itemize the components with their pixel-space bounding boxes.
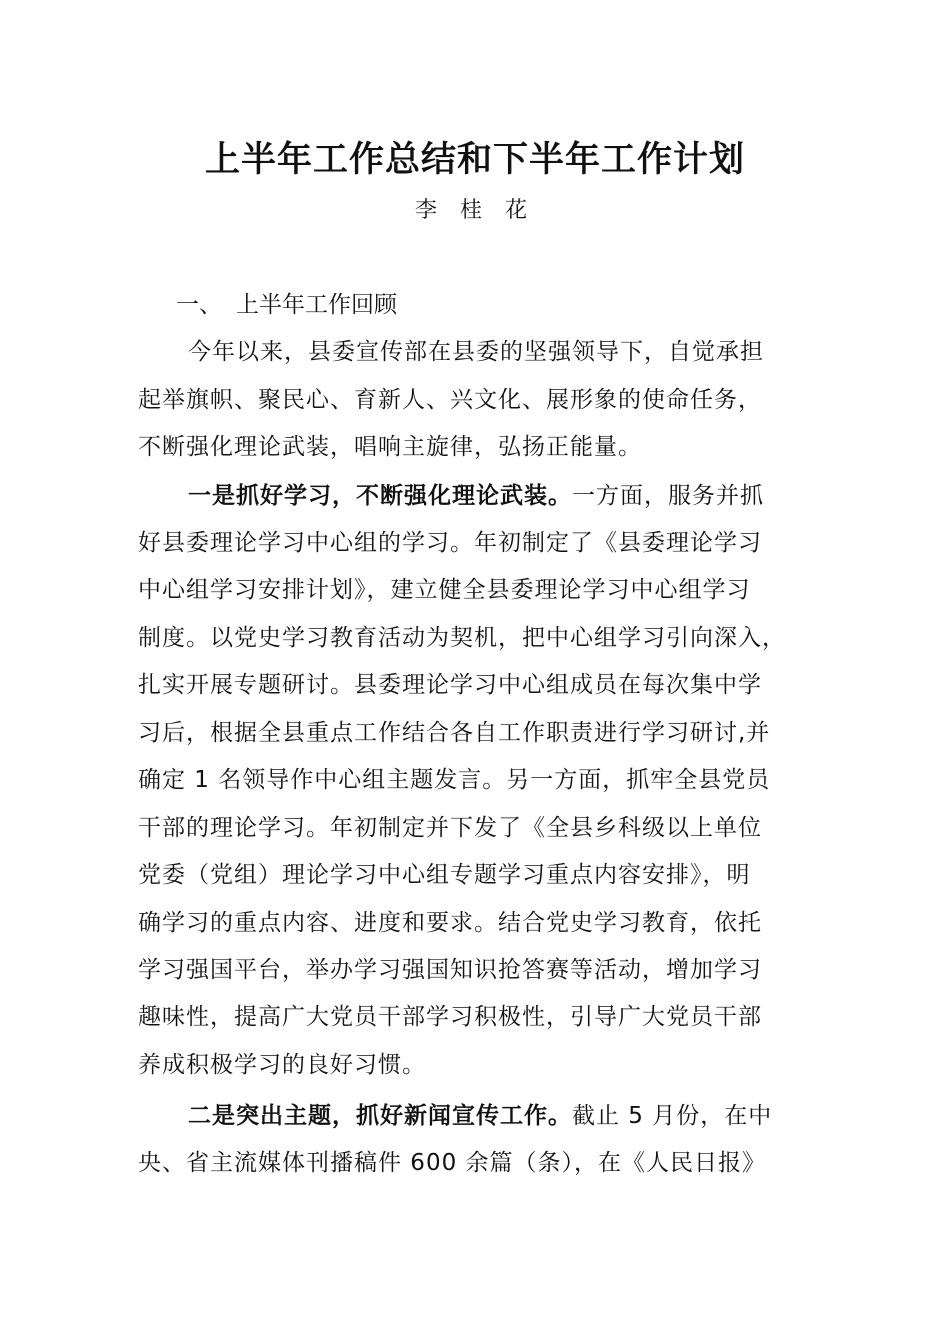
- point1-line: 确定 1 名领导作中心组主题发言。另一方面，抓牢全县党员: [138, 767, 771, 793]
- point1-line: 制度。以党史学习教育活动为契机，把中心组学习引向深入，: [138, 625, 786, 651]
- point2-first-line: [188, 1100, 772, 1132]
- section-title: 上半年工作回顾: [236, 292, 397, 318]
- point1-line: 党委（党组）理论学习中心组专题学习重点内容安排》，明: [138, 862, 751, 888]
- point1-lead: 一是抓好学习，不断强化理论武装。: [188, 482, 572, 509]
- point1-line: 习后，根据全县重点工作结合各自工作职责进行学习研讨,并: [138, 720, 771, 746]
- point2-lead: 二是突出主题，抓好新闻宣传工作。: [188, 1102, 572, 1129]
- point2-first-line-rest: 截止 5 月份，在中: [572, 1103, 773, 1129]
- point1-line: 扎实开展专题研讨。县委理论学习中心组成员在每次集中学: [138, 672, 762, 698]
- point1-line: 趣味性，提高广大党员干部学习积极性，引导广大党员干部: [138, 1004, 762, 1030]
- point1-line: 确学习的重点内容、进度和要求。结合党史学习教育，依托: [138, 910, 762, 936]
- intro-line: 起举旗帜、聚民心、育新人、兴文化、展形象的使命任务，: [138, 387, 762, 413]
- point1-first-line: [188, 480, 764, 512]
- document-title: 上半年工作总结和下半年工作计划: [204, 139, 745, 180]
- point1-line: 好县委理论学习中心组的学习。年初制定了《县委理论学习: [138, 530, 762, 556]
- intro-line: 今年以来，县委宣传部在县委的坚强领导下，自觉承担: [188, 339, 764, 365]
- point2-line: 央、省主流媒体刊播稿件 600 余篇（条），在《人民日报》: [138, 1150, 767, 1176]
- section-heading: [176, 288, 397, 322]
- point1-line: 中心组学习安排计划》，建立健全县委理论学习中心组学习: [138, 577, 751, 603]
- point1-line: 干部的理论学习。年初制定并下发了《全县乡科级以上单位: [138, 815, 762, 841]
- section-number: 一、: [176, 292, 222, 318]
- point1-line: 养成积极学习的良好习惯。: [138, 1052, 426, 1078]
- intro-line: 不断强化理论武装，唱响主旋律，弘扬正能量。: [138, 434, 642, 460]
- document-author: 李 桂 花: [415, 198, 535, 223]
- point1-line: 学习强国平台，举办学习强国知识抢答赛等活动，增加学习: [138, 957, 762, 983]
- point1-first-line-rest: 一方面，服务并抓: [572, 483, 764, 509]
